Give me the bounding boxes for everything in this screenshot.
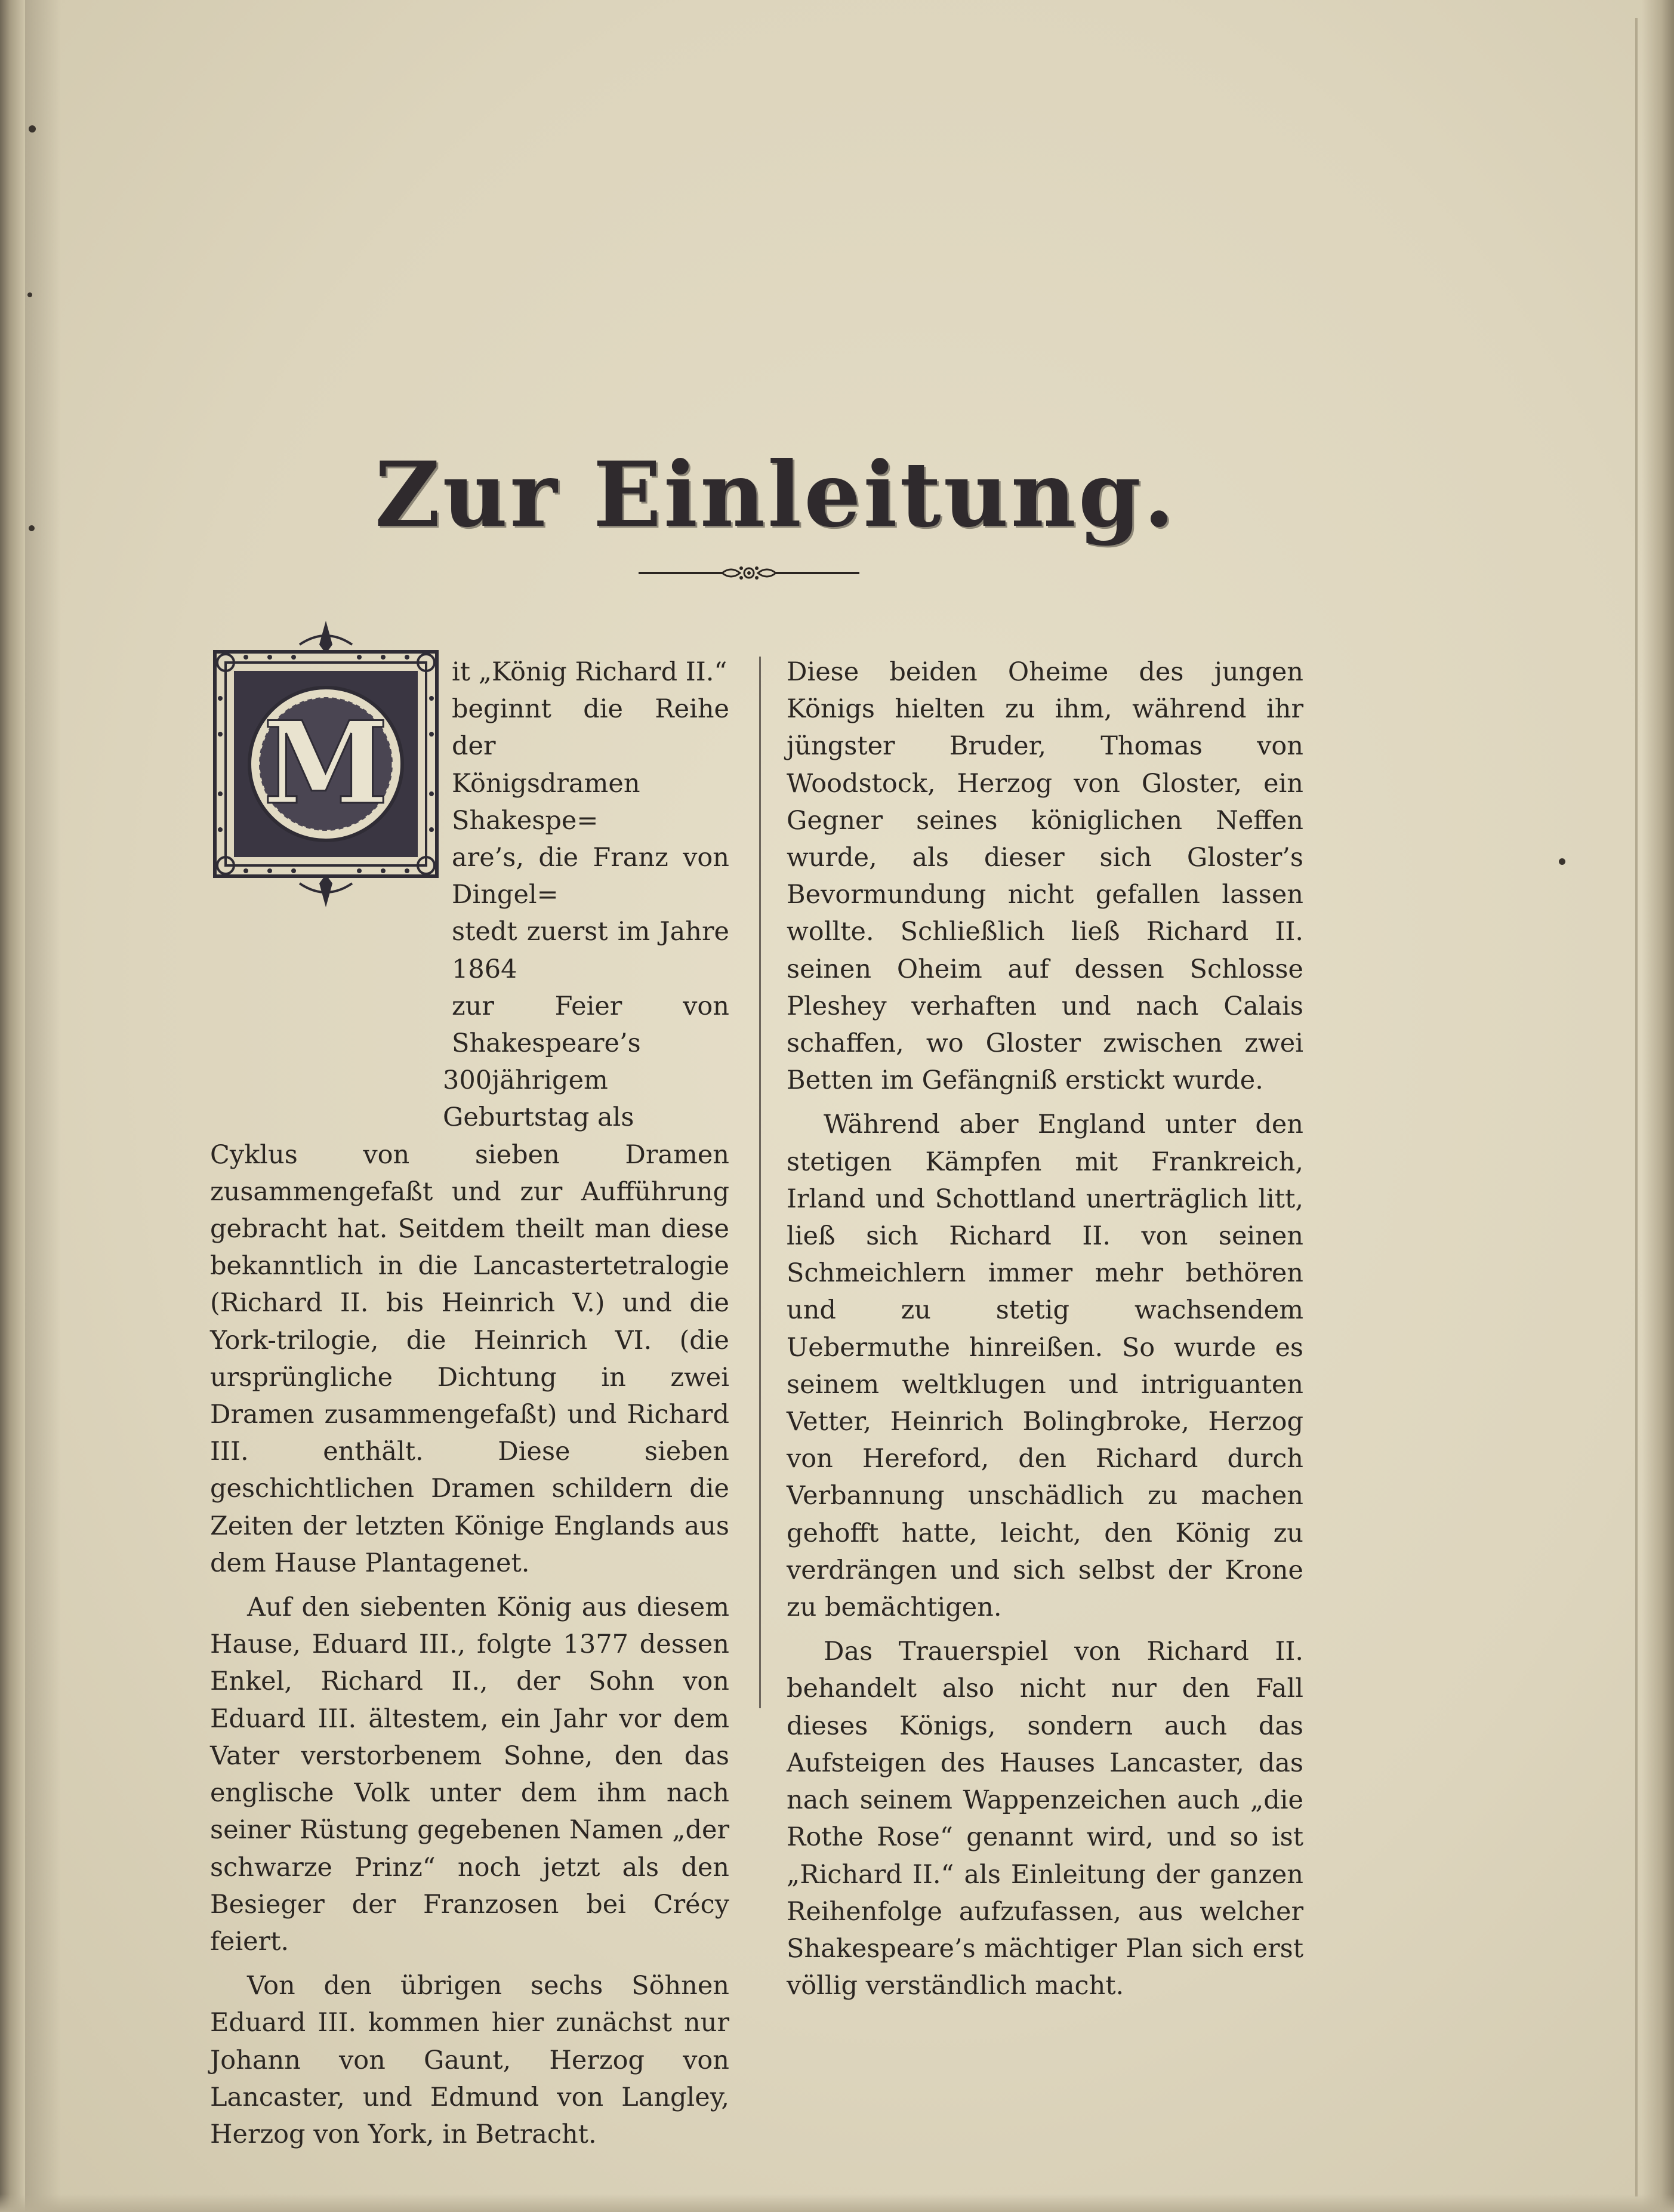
text-line: zur Feier von Shakespeare’s: [452, 991, 729, 1059]
text-line: it „König Richard II.“: [452, 657, 727, 687]
ink-speck: [1559, 858, 1565, 865]
gutter-shadow: [25, 0, 61, 2212]
paragraph: Das Trauerspiel von Richard II. behandelt also nicht nur den Fall dieses Königs, sondern auch das Aufsteigen des Hauses Lancaster, das nach seinem Wappenzeichen auch „die Rothe Rose“ genannt wird, und so ist „Richard II.“ als Einleitung der ganzen Reihenfolge aufzufassen, aus welcher Shakespeare’s mächtiger Plan sich erst völlig verständlich macht.: [787, 1637, 1303, 2001]
column-separator: [759, 657, 761, 1708]
page-edge-rule: [1635, 18, 1638, 2196]
text-line: Königsdramen Shakespe=: [452, 768, 640, 836]
text-line: stedt zuerst im Jahre 1864: [452, 917, 729, 984]
text-line: beginnt die Reihe der: [452, 694, 729, 762]
paragraph: Auf den siebenten König aus diesem Hause, Eduard III., folgte 1377 dessen Enkel, Richard II., der Sohn von Eduard III. ältestem, ein Jahr vor dem Vater verstorbenem Sohne, den das englische Volk unter dem ihm nach seiner Rüstung gegebenen Namen „der schwarze Prinz“ noch jetzt als den Besieger der Franzosen bei Crécy feiert.: [210, 1592, 729, 1957]
paragraph: [210, 654, 729, 1582]
ornamental-divider: [639, 561, 859, 585]
binding-mark: [27, 292, 32, 297]
text-line: 300jährigem Geburtstag als: [443, 1065, 634, 1133]
page-title: Zur Einleitung.: [374, 442, 1177, 547]
left-text-column: [210, 654, 729, 2153]
paragraph: Diese beiden Oheime des jungen Königs hielten zu ihm, während ihr jüngster Bruder, Thomas von Woodstock, Herzog von Gloster, ein Gegner seines königlichen Neffen wurde, als dieser sich Gloster’s Bevormundung nicht gefallen lassen wollte. Schließlich ließ Richard II. seinen Oheim auf dessen Schlosse Pleshey verhaften und nach Calais schaffen, wo Gloster zwischen zwei Betten im Gefängniß erstickt wurde.: [787, 657, 1303, 1096]
paragraph: Während aber England unter den stetigen Kämpfen mit Frankreich, Irland und Schottland unerträglich litt, ließ sich Richard II. von seinen Schmeichlern immer mehr bethören und zu stetig wachsendem Uebermuthe hinreißen. So wurde es seinem weltklugen und intriguanten Vetter, Heinrich Bolingbroke, Herzog von Hereford, den Richard durch Verbannung unschädlich zu machen gehofft hatte, leicht, den König zu verdrängen und sich selbst der Krone zu bemächtigen.: [787, 1110, 1303, 1623]
binding-mark: [29, 525, 35, 531]
paragraph-text: Cyklus von sieben Dramen zusammengefaßt und zur Aufführung gebracht hat. Seitdem theilt man diese bekanntlich in die Lancastertetralogie (Richard II. bis Heinrich V.) und die York-trilogie, die Heinrich VI. (die ursprüngliche Dichtung in zwei Dramen zusammengefaßt) und Richard III. enthält. Diese sieben geschichtlichen Dramen schildern die Zeiten der letzten Könige Englands aus dem Hause Plantagenet.: [210, 1139, 729, 1578]
bottom-page-edge: [0, 2194, 1674, 2212]
binding-mark: [29, 125, 36, 133]
initial-letter: M: [263, 697, 389, 830]
paragraph: Von den übrigen sechs Söhnen Eduard III. kommen hier zunächst nur Johann von Gaunt, Herzog von Lancaster, und Edmund von Langley, Herzog von York, in Betracht.: [210, 1971, 729, 2149]
right-page-edge: [1642, 0, 1674, 2212]
book-spine-edge: [0, 0, 25, 2212]
right-text-column: [787, 654, 1303, 2004]
text-line: are’s, die Franz von Dingel=: [452, 843, 729, 910]
